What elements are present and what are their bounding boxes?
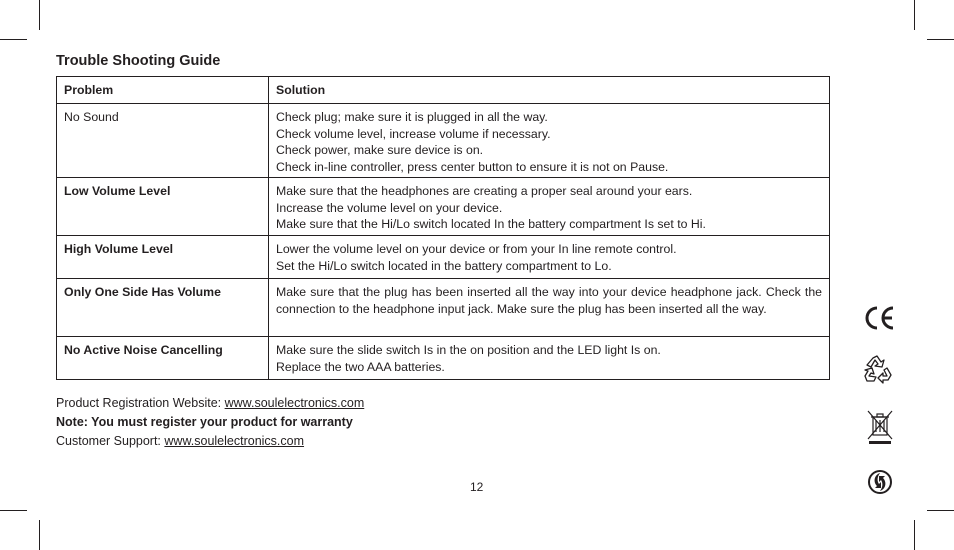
recycle-icon [863,354,895,384]
problem-cell: Only One Side Has Volume [57,279,269,337]
crop-mark [39,520,40,550]
crop-mark [0,39,27,40]
ce-mark-icon [862,305,896,331]
support-link[interactable]: www.soulelectronics.com [164,434,305,448]
solution-line: Replace the two AAA batteries. [276,359,445,374]
table-row [57,178,830,236]
table-row [57,337,830,380]
solution-cell [269,236,830,279]
solution-line: Check plug; make sure it is plugged in all the way. [276,110,548,124]
table-header-row [57,77,830,104]
solution-cell [269,178,830,236]
solution-cell: Make sure that the plug has been inserted all the way into your device headphone jack. Check the connection to the headphone input jack. Make sure the plug has been inserted all the way. [269,279,830,337]
problem-cell: High Volume Level [57,236,269,279]
solution-line: Set the Hi/Lo switch located in the battery compartment to Lo. [276,258,612,273]
solution-line: Lower the volume level on your device or from your In line remote control. [276,242,677,256]
warranty-note: Note: You must register your product for warranty [56,415,353,429]
solution-line: Increase the volume level on your device. [276,200,503,215]
solution-line: Check power, make sure device is on. [276,143,484,157]
troubleshooting-table [56,76,830,380]
table-row [57,279,830,337]
problem-cell: No Active Noise Cancelling [57,337,269,380]
solution-line: Check volume level, increase volume if necessary. [276,126,551,141]
solution-line: Make sure that the Hi/Lo switch located In the battery compartment Is set to Hi. [276,217,706,231]
crop-mark [914,520,915,550]
solution-cell [269,104,830,178]
solution-column-header: Solution [269,77,830,104]
registration-label: Product Registration Website: [56,396,225,410]
crop-mark [927,510,954,511]
green-dot-icon [867,469,893,495]
registration-line [56,394,368,413]
problem-cell: No Sound [57,104,269,178]
crop-mark [914,0,915,30]
page-title: Trouble Shooting Guide [56,53,221,69]
solution-line: Make sure the slide switch Is in the on position and the LED light Is on. [276,343,661,357]
registration-link[interactable]: www.soulelectronics.com [224,396,365,410]
crop-mark [927,39,954,40]
solution-line: Make sure that the headphones are creating a proper seal around your ears. [276,184,693,198]
problem-cell: Low Volume Level [57,178,269,236]
page-number: 12 [470,480,484,494]
support-label: Customer Support: [56,434,165,448]
support-line [56,432,368,451]
crop-mark [0,510,27,511]
solution-line: Check in-line controller, press center button to ensure it is not on Pause. [276,159,669,174]
solution-cell [269,337,830,380]
weee-crossed-bin-icon [866,409,894,445]
crop-mark [39,0,40,30]
footer-info [56,394,368,451]
table-row [57,236,830,279]
table-row [57,104,830,178]
problem-column-header: Problem [57,77,269,104]
